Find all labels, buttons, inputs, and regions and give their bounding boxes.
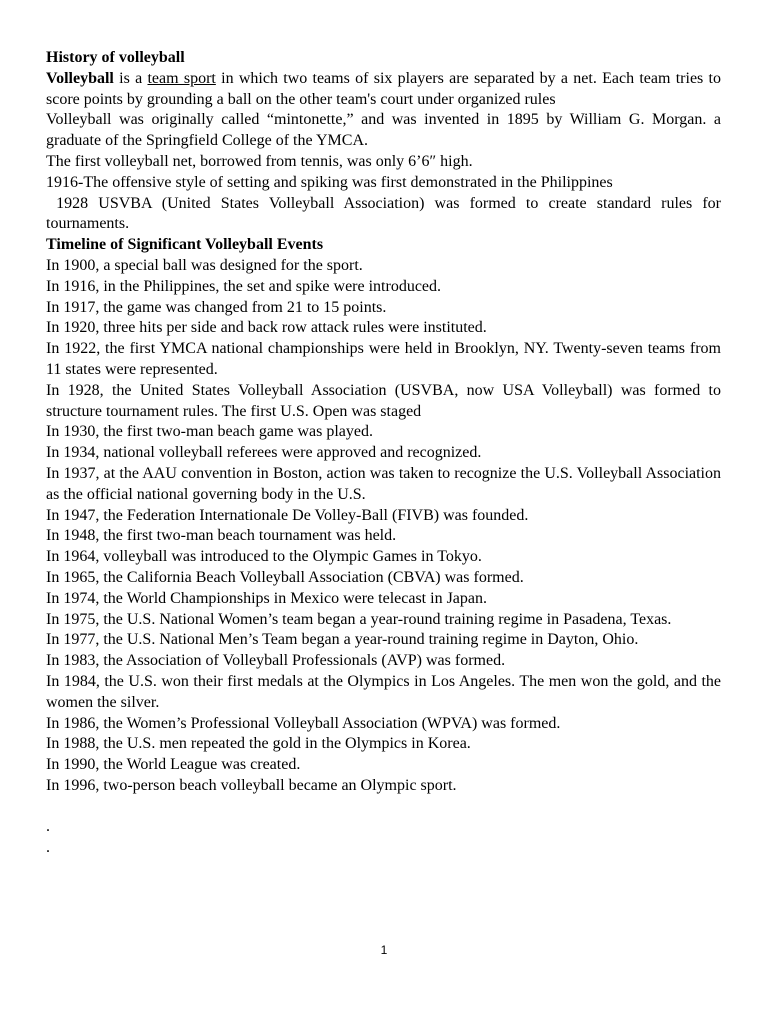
timeline-item: In 1965, the California Beach Volleyball Association (CBVA) was formed. bbox=[46, 568, 524, 586]
timeline-item: In 1974, the World Championships in Mexico were telecast in Japan. bbox=[46, 589, 487, 607]
intro-paragraph bbox=[46, 69, 721, 111]
timeline-item: In 1937, at the AAU convention in Boston, action was taken to recognize the U.S. Volleyball Association as the official national governing body in the U.S. bbox=[46, 464, 721, 503]
timeline-item: In 1916, in the Philippines, the set and spike were introduced. bbox=[46, 277, 442, 295]
timeline-item: In 1922, the first YMCA national championships were held in Brooklyn, NY. Twenty-seven teams from 11 states were represented. bbox=[46, 340, 721, 378]
timeline-item: In 1983, the Association of Volleyball Professionals (AVP) was formed. bbox=[46, 652, 506, 670]
blank-line bbox=[46, 797, 721, 818]
timeline-heading: Timeline of Significant Volleyball Events bbox=[46, 236, 324, 254]
page-title: History of volleyball bbox=[46, 49, 185, 66]
timeline-item: In 1900, a special ball was designed for the sport. bbox=[46, 256, 363, 274]
timeline-item: In 1920, three hits per side and back row attack rules were instituted. bbox=[46, 319, 487, 337]
team-sport-link[interactable]: team sport bbox=[147, 69, 216, 87]
paragraph-1928: 1928 USVBA (United States Volleyball Association) was formed to create standard rules for tournaments. bbox=[46, 194, 726, 233]
timeline-item: In 1948, the first two-man beach tournament was held. bbox=[46, 527, 397, 545]
trailing-dot: . bbox=[46, 839, 50, 857]
timeline-item: In 1977, the U.S. National Men’s Team began a year-round training regime in Dayton, Ohio. bbox=[46, 631, 639, 649]
document-body bbox=[46, 48, 726, 859]
intro-pre-link: is a bbox=[113, 69, 148, 87]
timeline-item: In 1986, the Women’s Professional Volleyball Association (WPVA) was formed. bbox=[46, 714, 561, 732]
timeline-item: In 1928, the United States Volleyball Association (USVBA, now USA Volleyball) was formed to structure tournament rules. The first U.S. Open was staged bbox=[46, 381, 721, 420]
trailing-dot: . bbox=[46, 818, 50, 836]
timeline-item: In 1996, two-person beach volleyball became an Olympic sport. bbox=[46, 776, 457, 794]
paragraph-net: The first volleyball net, borrowed from tennis, was only 6’6″ high. bbox=[46, 152, 473, 170]
intro-term: Volleyball bbox=[46, 69, 114, 87]
timeline-item: In 1947, the Federation Internationale De Volley-Ball (FIVB) was founded. bbox=[46, 506, 529, 524]
timeline-item: In 1984, the U.S. won their first medals at the Olympics in Los Angeles. The men won the gold, and the women the silver. bbox=[46, 672, 721, 711]
paragraph-1916: 1916-The offensive style of setting and spiking was first demonstrated in the Philippines bbox=[46, 173, 613, 191]
timeline-item: In 1988, the U.S. men repeated the gold in the Olympics in Korea. bbox=[46, 735, 471, 753]
timeline-item: In 1975, the U.S. National Women’s team began a year-round training regime in Pasadena, Texas. bbox=[46, 610, 672, 628]
timeline-item: In 1990, the World League was created. bbox=[46, 756, 301, 774]
timeline-item: In 1930, the first two-man beach game was played. bbox=[46, 423, 374, 441]
timeline-item: In 1934, national volleyball referees were approved and recognized. bbox=[46, 444, 482, 462]
timeline-item: In 1917, the game was changed from 21 to 15 points. bbox=[46, 298, 387, 316]
paragraph-mintonette: Volleyball was originally called “mintonette,” and was invented in 1895 by William G. Morgan. a graduate of the Springfield College of the YMCA. bbox=[46, 111, 721, 150]
intro-rest: in which two teams of six players are separated by a net. Each team tries to score points by grounding a ball on the other team's court under organized rules bbox=[46, 69, 722, 108]
timeline-item: In 1964, volleyball was introduced to the Olympic Games in Tokyo. bbox=[46, 548, 482, 566]
page-number: 1 bbox=[380, 943, 388, 957]
